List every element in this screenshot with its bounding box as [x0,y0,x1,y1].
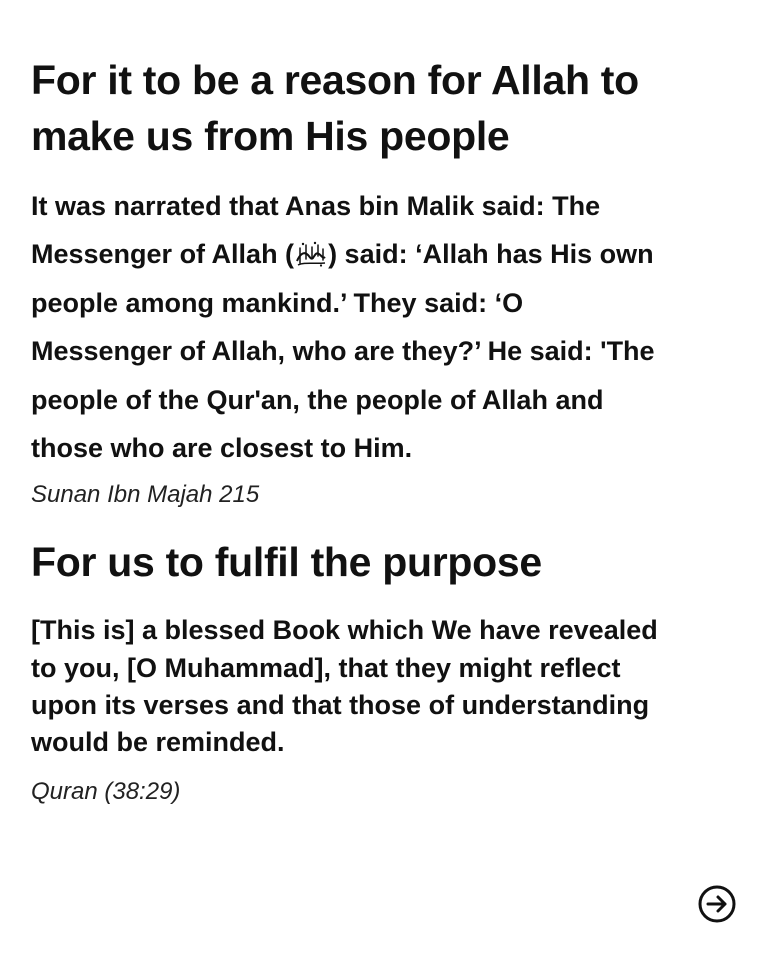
page-content [31,52,741,809]
quran-verse-source: Quran (38:29) [31,777,181,805]
hadith-text [31,182,671,472]
hadith-source: Sunan Ibn Majah 215 [31,481,260,509]
section-1-heading: For it to be a reason for Allah to make us from His people [31,57,639,159]
salawat-calligraphy-icon [294,240,328,268]
quran-verse-text: [This is] a blessed Book which We have revealed to you, [O Muhammad], that they might reflect upon its verses and that those of understanding would be reminded. [31,615,658,758]
section-2-heading: For us to fulfil the purpose [31,539,542,586]
hadith-text-part-2: ) said: ‘Allah has His own people among mankind.’ They said: ‘O Messenger of Allah, who are they?’ He said: 'The people of the Qur'an, the people of Allah and those who are closest to Him. [31,239,655,464]
arrow-right-circle-icon[interactable] [697,884,737,924]
hadith-text-part-1: It was narrated that Anas bin Malik said: The Messenger of Allah ( [31,191,601,270]
